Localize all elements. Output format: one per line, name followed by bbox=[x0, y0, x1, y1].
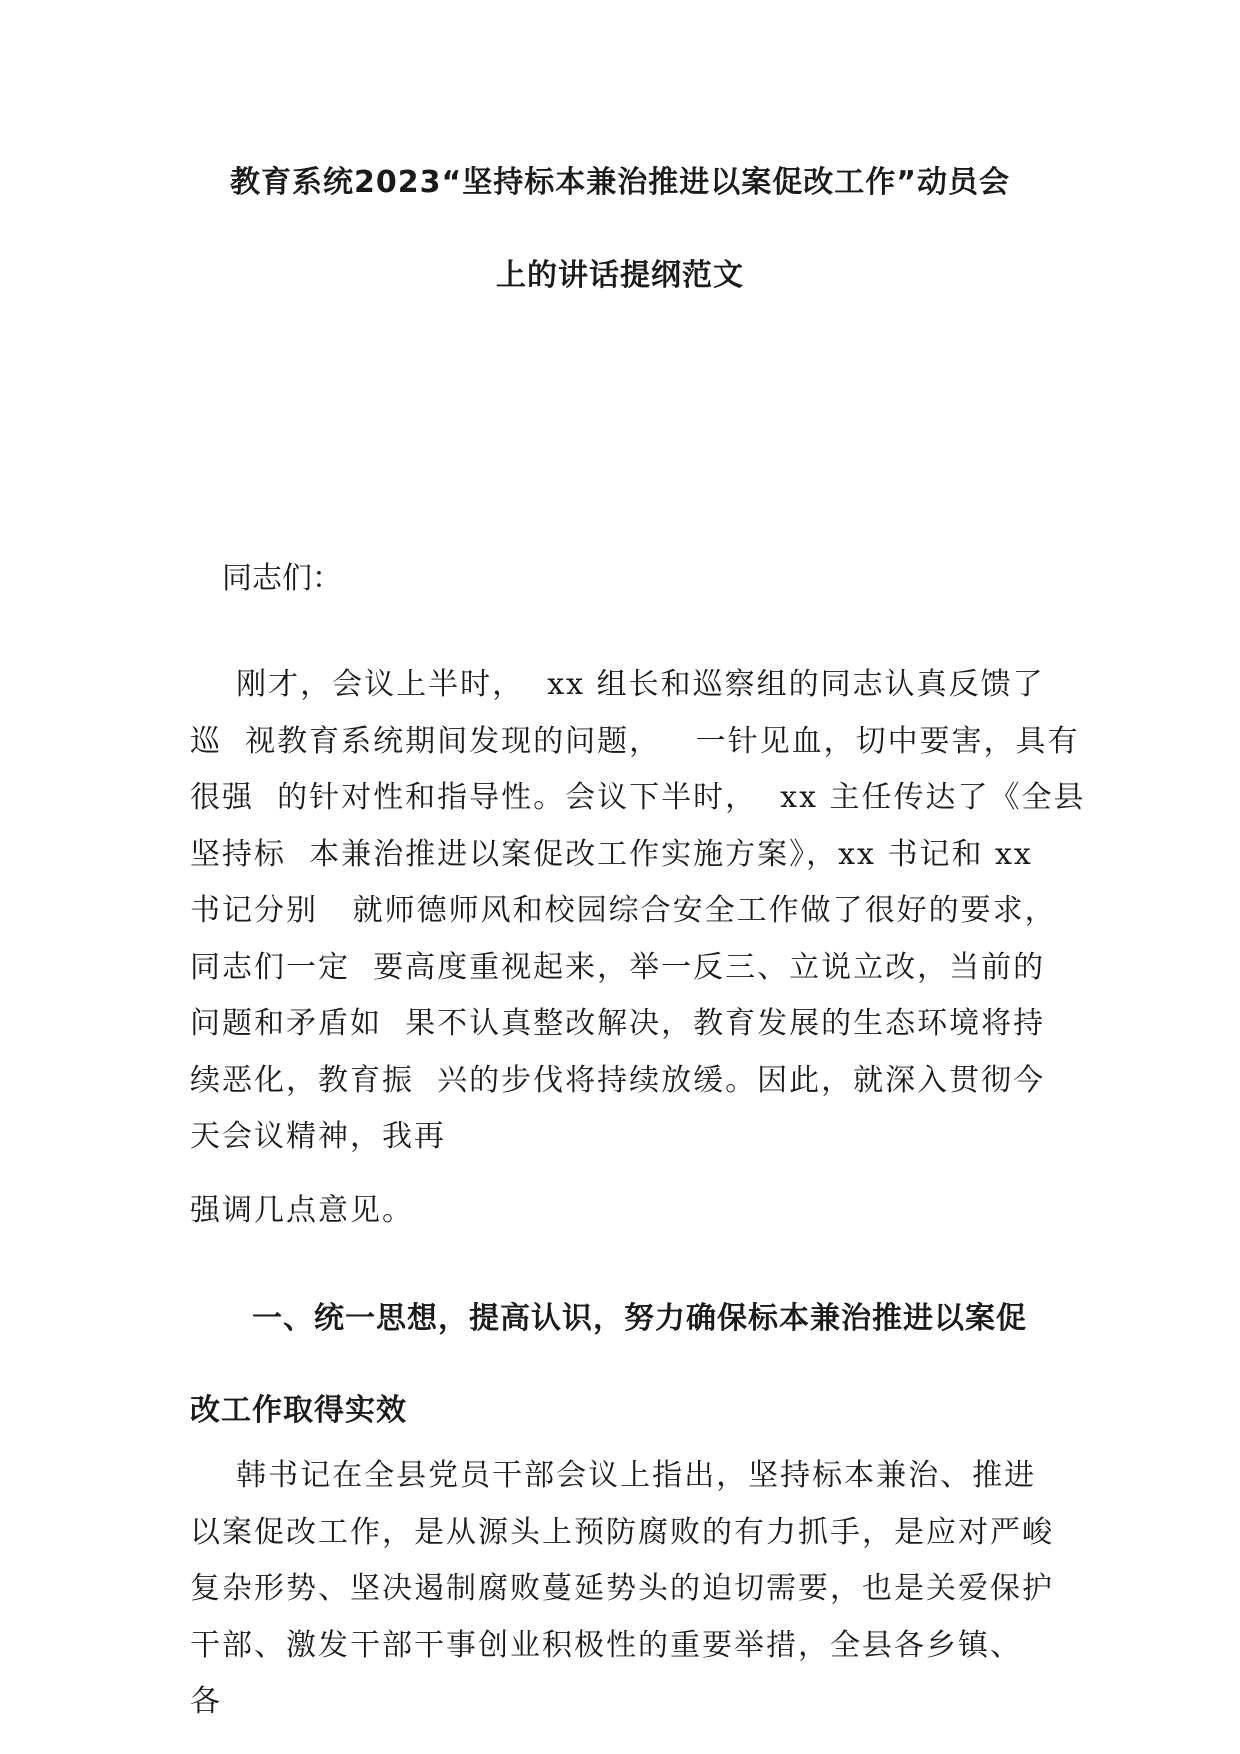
paragraph-line: 书记分别 就师德师风和校园综合安全工作做了很好的要求， bbox=[190, 893, 1057, 928]
document-title-line-1: 教育系统2023“坚持标本兼治推进以案促改工作”动员会 bbox=[230, 165, 1010, 200]
paragraph-line: 坚持标 本兼治推进以案促改工作实施方案》，xx 书记和 xx bbox=[190, 836, 1033, 872]
paragraph-line: 刚才，会议上半时， xx 组长和巡察组的同志认真反馈了 bbox=[190, 667, 1045, 702]
paragraph-line: 复杂形势、坚决遏制腐败蔓延势头的迫切需要，也是关爱保护 bbox=[190, 1571, 1054, 1606]
paragraph-line: 强调几点意见。 bbox=[190, 1193, 414, 1228]
paragraph-line: 很强 的针对性和指导性。会议下半时， xx 主任传达了《全县 bbox=[190, 780, 1086, 815]
paragraph-1-tail bbox=[190, 1183, 1070, 1240]
paragraph-line: 巡 视教育系统期间发现的问题， 一针见血，切中要害，具有 bbox=[190, 723, 1080, 759]
paragraph-2 bbox=[190, 1448, 1070, 1731]
paragraph-line: 干部、激发干部干事创业积极性的重要举措，全县各乡镇、 bbox=[190, 1627, 1022, 1663]
paragraph-line: 问题和矛盾如 果不认真整改解决，教育发展的生态环境将持 bbox=[190, 1006, 1046, 1041]
section-heading-1-line-2: 改工作取得实效 bbox=[190, 1393, 407, 1428]
paragraph-line: 天会议精神，我再 bbox=[190, 1119, 446, 1154]
paragraph-1 bbox=[190, 657, 1086, 1166]
section-heading-1-line-1: 一、统一思想，提高认识，努力确保标本兼治推进以案促 bbox=[252, 1301, 1027, 1336]
paragraph-line: 同志们一定 要高度重视起来，举一反三、立说立改，当前的 bbox=[190, 949, 1046, 985]
paragraph-line: 续恶化，教育振 兴的步伐将持续放缓。因此，就深入贯彻今 bbox=[190, 1062, 1046, 1098]
paragraph-line: 韩书记在全县党员干部会议上指出，坚持标本兼治、推进 bbox=[190, 1458, 1037, 1493]
paragraph-line: 各 bbox=[190, 1684, 222, 1719]
document-title-line-2: 上的讲话提纲范文 bbox=[496, 258, 744, 293]
paragraph-line: 以案促改工作，是从源头上预防腐败的有力抓手，是应对严峻 bbox=[190, 1514, 1054, 1550]
salutation: 同志们： bbox=[222, 561, 342, 596]
